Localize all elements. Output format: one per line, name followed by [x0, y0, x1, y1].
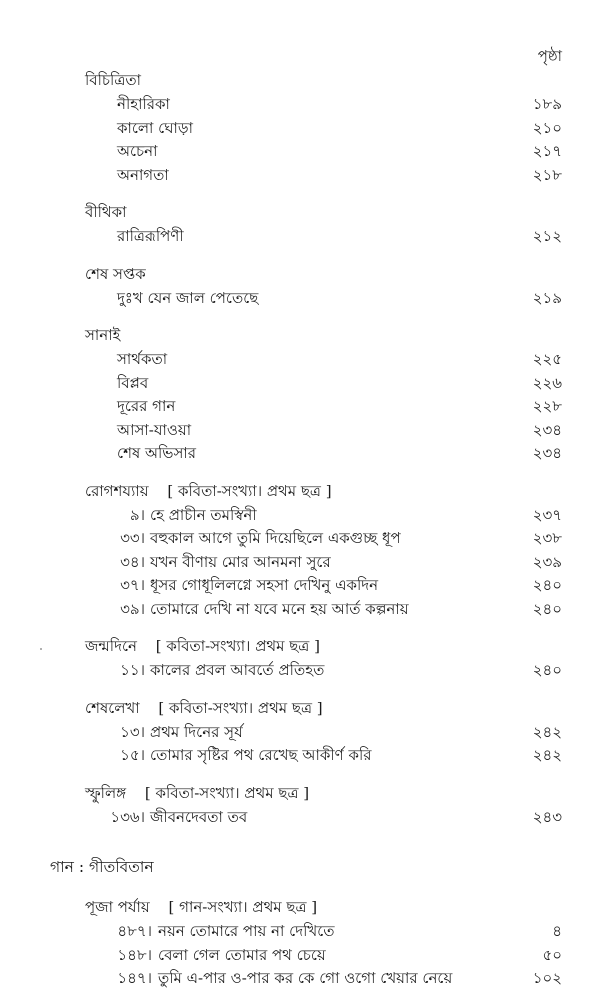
section-title: পূজা পর্যায় — [85, 898, 150, 916]
toc-entry[interactable] — [0, 164, 600, 188]
entry-title: হে প্রাচীন তমস্বিনী — [150, 505, 257, 524]
section-title: শেষ সপ্তক — [85, 264, 146, 283]
entry-number: ১১। — [120, 661, 145, 679]
toc-entry[interactable] — [0, 117, 600, 141]
toc-section — [0, 781, 600, 830]
toc-entry[interactable] — [0, 574, 600, 598]
entry-title: অচেনা — [117, 142, 158, 160]
section-title: রোগশয্যায় — [85, 481, 149, 500]
entry-page: ২৩৮ — [532, 529, 562, 547]
toc-entry[interactable] — [0, 419, 600, 443]
entry-title: শেষ অভিসার — [117, 444, 196, 462]
section-note: [ গান-সংখ্যা। প্রথম ছত্র ] — [168, 898, 318, 916]
toc-entry[interactable] — [0, 225, 600, 249]
entry-page: ৫০ — [542, 945, 562, 964]
toc-entry[interactable] — [0, 944, 600, 968]
section-heading — [0, 262, 600, 287]
section-heading — [0, 781, 600, 806]
entry-page: ২৪০ — [532, 599, 562, 618]
entry-title: প্রথম দিনের সূর্য — [150, 722, 243, 741]
entry-page: ২৪২ — [532, 722, 562, 741]
section-note: [ কবিতা-সংখ্যা। প্রথম ছত্র ] — [167, 481, 332, 500]
toc-section — [0, 262, 600, 311]
toc-entry[interactable] — [0, 527, 600, 551]
toc-entry[interactable] — [0, 140, 600, 164]
entry-page: ৪ — [552, 922, 562, 940]
section-note: [ কবিতা-সংখ্যা। প্রথম ছত্র ] — [155, 637, 320, 655]
entry-number: ১৪৮। — [117, 945, 152, 964]
entry-page: ২৩৪ — [532, 444, 562, 462]
toc-section — [0, 200, 600, 249]
entry-page: ১০২ — [532, 969, 562, 987]
entry-page: ২১০ — [532, 118, 562, 137]
table-of-contents — [0, 68, 600, 1004]
entry-title: কালো ঘোড়া — [117, 118, 193, 137]
entry-title: রাত্রিরূপিণী — [117, 227, 184, 245]
entry-page: ২১৭ — [532, 142, 562, 160]
section-heading — [0, 895, 600, 920]
entry-title: যখন বীণায় মোর আনমনা সুরে — [150, 552, 331, 571]
entry-page: ২২৫ — [532, 350, 562, 368]
entry-page: ২৩৭ — [532, 505, 562, 524]
toc-section — [0, 696, 600, 768]
toc-entry[interactable] — [0, 598, 600, 622]
entry-title: দূরের গান — [117, 397, 176, 415]
entry-title: বেলা গেল তোমার পথ চেয়ে — [158, 945, 326, 964]
section-heading — [0, 634, 600, 659]
entry-page: ২৪০ — [532, 576, 562, 594]
toc-entry[interactable] — [0, 442, 600, 466]
toc-section — [0, 323, 600, 466]
entry-title: নয়ন তোমারে পায় না দেখিতে — [158, 922, 335, 940]
entry-page: ২৪৩ — [532, 807, 562, 826]
toc-section — [0, 479, 600, 622]
toc-entry[interactable] — [0, 395, 600, 419]
entry-page: ২৪২ — [532, 746, 562, 764]
entry-title: জীবনদেবতা তব — [150, 807, 248, 826]
page-label: পৃষ্ঠা — [537, 47, 562, 65]
toc-entry[interactable] — [0, 287, 600, 311]
toc-entry[interactable] — [0, 967, 600, 991]
toc-entry[interactable] — [0, 93, 600, 117]
entry-page: ২১৯ — [532, 288, 562, 307]
entry-title: বহুকাল আগে তুমি দিয়েছিলে একগুচ্ছ ধূপ — [150, 529, 401, 547]
section-heading — [0, 696, 600, 721]
section-title: সানাই — [85, 326, 121, 344]
entry-title: আসা-যাওয়া — [117, 420, 192, 439]
entry-page: ২৪০ — [532, 661, 562, 679]
entry-page: ২২৬ — [532, 373, 562, 392]
toc-section — [0, 895, 600, 991]
entry-page: ২৩৪ — [532, 420, 562, 439]
entry-page: ২২৮ — [532, 397, 562, 415]
entry-title: তুমি এ-পার ও-পার কর কে গো ওগো খেয়ার নেয়ে — [158, 969, 453, 987]
section-note: [ কবিতা-সংখ্যা। প্রথম ছত্র ] — [158, 698, 323, 717]
toc-entry[interactable] — [0, 551, 600, 575]
entry-number: ৩৩। — [120, 529, 145, 547]
toc-entry[interactable] — [0, 659, 600, 683]
entry-title: তোমারে দেখি না যবে মনে হয় আর্ত কল্পনায় — [150, 599, 409, 618]
major-heading: গান : গীতবিতান — [50, 858, 154, 876]
section-title: জন্মদিনে — [85, 637, 137, 655]
entry-number: ৯। — [129, 505, 145, 524]
toc-entry[interactable] — [0, 504, 600, 528]
entry-number: ১৩। — [120, 722, 145, 741]
toc-entry[interactable] — [0, 721, 600, 745]
entry-title: বিপ্লব — [117, 373, 149, 392]
section-note: [ কবিতা-সংখ্যা। প্রথম ছত্র ] — [144, 783, 310, 802]
entry-number: ১৫। — [120, 746, 145, 764]
entry-page: ২৩৯ — [532, 552, 562, 571]
section-title: বিচিত্রিতা — [85, 71, 141, 89]
gitabitan-block — [0, 895, 600, 991]
entry-title: অনাগতা — [117, 165, 169, 184]
entry-number: ১৪৭। — [117, 969, 152, 987]
toc-entry[interactable] — [0, 806, 600, 830]
entry-title: সার্থকতা — [117, 350, 168, 368]
toc-section — [0, 634, 600, 683]
section-heading — [0, 68, 600, 93]
toc-entry[interactable] — [0, 920, 600, 944]
entry-number: ৪৮৭। — [117, 922, 152, 940]
entry-title: দুঃখ যেন জাল পেতেছে — [117, 288, 259, 307]
entry-title: ধূসর গোধূলিলগ্নে সহসা দেখিনু একদিন — [150, 576, 379, 594]
entry-page: ২১২ — [532, 227, 562, 245]
entry-number: ৩৪। — [120, 552, 145, 571]
entry-page: ১৮৯ — [532, 95, 562, 113]
section-title: শেষলেখা — [85, 698, 140, 717]
toc-entry[interactable] — [0, 348, 600, 372]
entry-number: ৩৭। — [120, 576, 145, 594]
toc-entry[interactable] — [0, 372, 600, 396]
toc-section — [0, 68, 600, 187]
entry-number: ৩৯। — [120, 599, 145, 618]
section-heading — [0, 200, 600, 225]
entry-number: ১৩৬। — [110, 807, 145, 826]
section-title: স্ফুলিঙ্গ — [85, 783, 127, 802]
toc-entry[interactable] — [0, 744, 600, 768]
section-heading — [0, 479, 600, 504]
entry-title: নীহারিকা — [117, 95, 170, 113]
section-heading — [0, 323, 600, 348]
entry-title: কালের প্রবল আবর্তে প্রতিহত — [150, 661, 325, 679]
section-title: বীথিকা — [85, 203, 127, 221]
entry-page: ২১৮ — [532, 165, 562, 184]
entry-title: তোমার সৃষ্টির পথ রেখেছ আকীর্ণ করি — [150, 746, 372, 764]
